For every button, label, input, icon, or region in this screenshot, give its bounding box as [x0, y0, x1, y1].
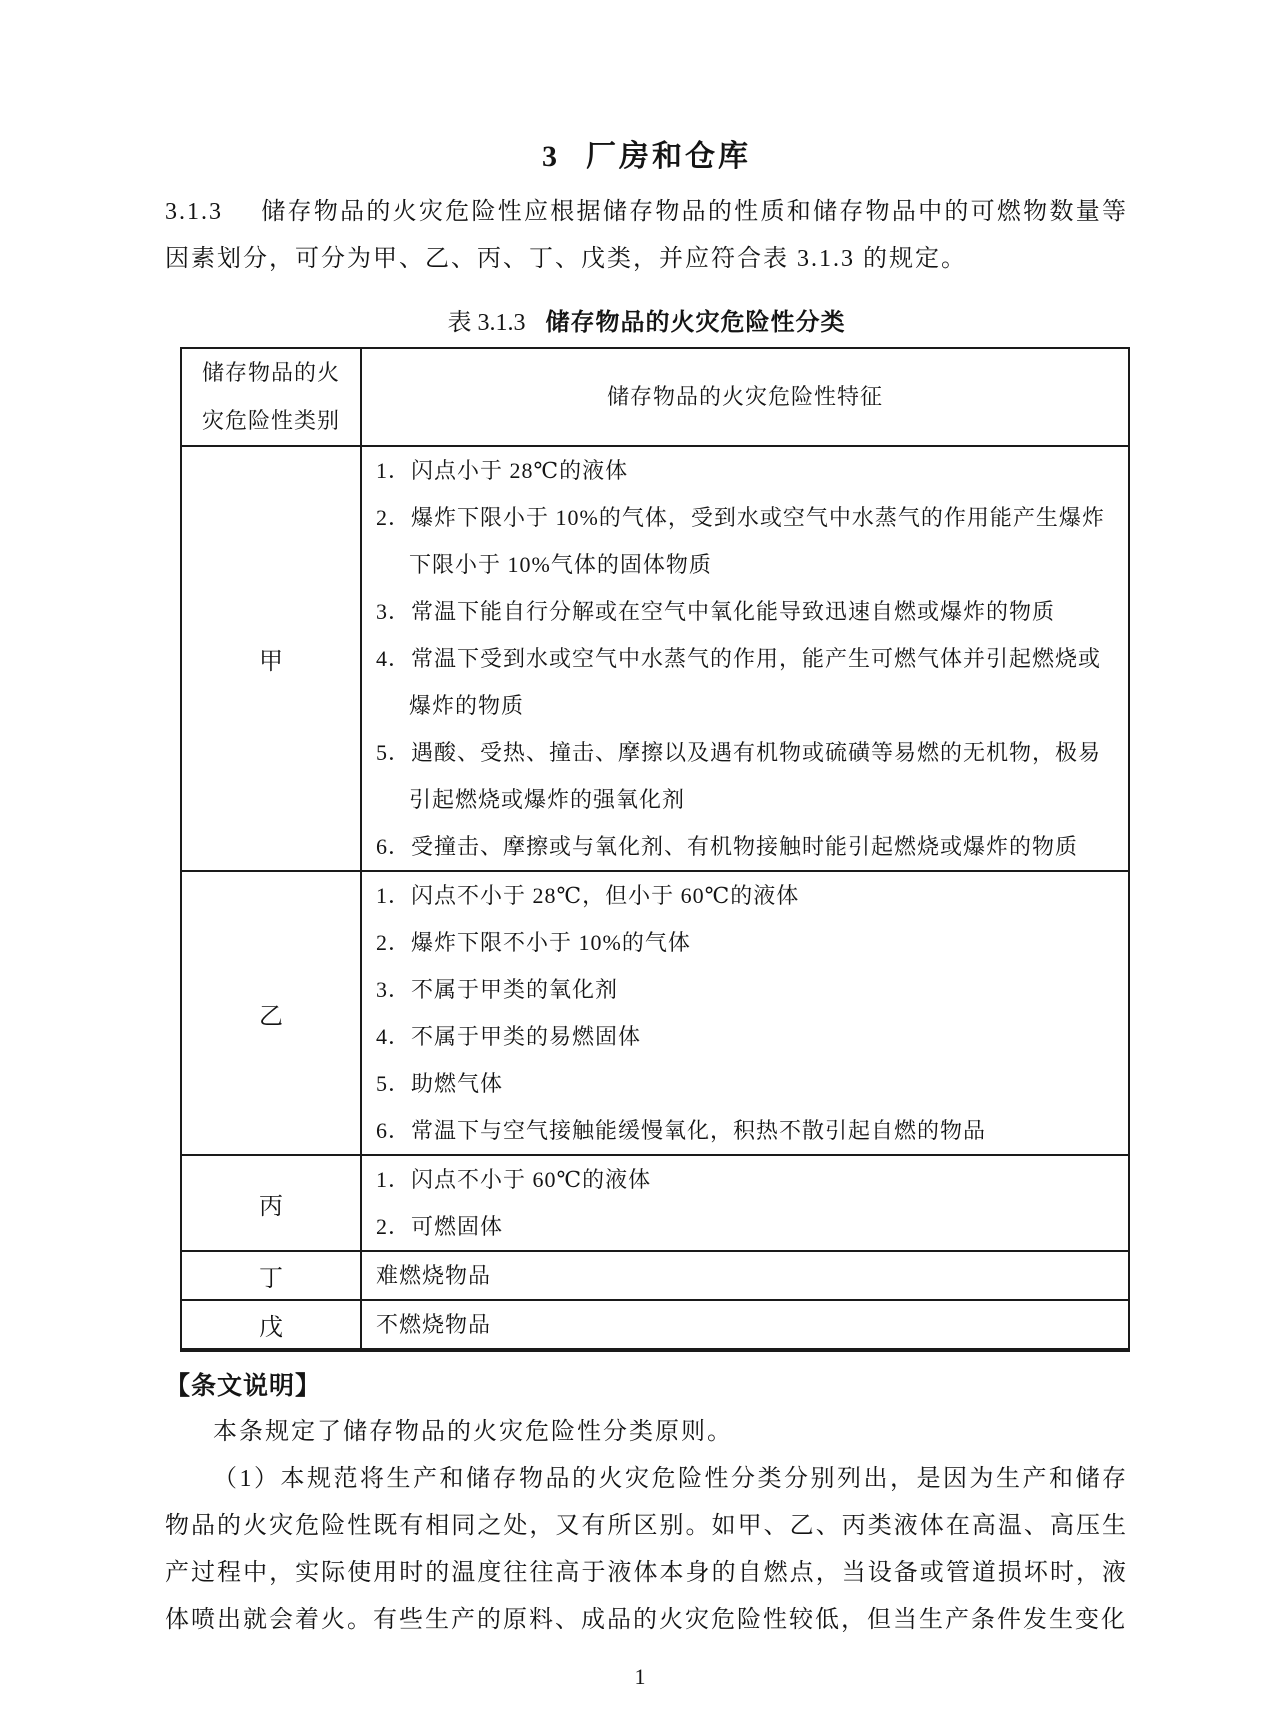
feature-item: 1．闪点不小于 60℃的液体 — [376, 1167, 652, 1192]
category-cell-jia: 甲 — [181, 446, 361, 871]
category-cell-ding: 丁 — [181, 1251, 361, 1300]
features-cell — [361, 446, 1129, 871]
features-cell — [361, 871, 1129, 1155]
table-row — [181, 1251, 1129, 1300]
chapter-title-text: 厂房和仓库 — [586, 140, 751, 173]
page-content — [165, 0, 1128, 1644]
feature-item: 4．不属于甲类的易燃固体 — [376, 1024, 642, 1049]
clause-text: 储存物品的火灾危险性应根据储存物品的性质和储存物品中的可燃物数量等因素划分，可分为甲、乙、丙、丁、戊类，并应符合表 3.1.3 的规定。 — [165, 199, 1128, 272]
table-row — [181, 871, 1129, 1155]
feature-item: 1．闪点小于 28℃的液体 — [376, 458, 629, 483]
feature-item: 6．受撞击、摩擦或与氧化剂、有机物接触时能引起燃烧或爆炸的物质 — [376, 834, 1079, 859]
feature-item: 1．闪点不小于 28℃，但小于 60℃的液体 — [376, 883, 800, 908]
clause-paragraph — [165, 189, 1128, 283]
column-header-characteristics: 储存物品的火灾危险性特征 — [361, 348, 1129, 446]
feature-item: 5．遇酸、受热、撞击、摩擦以及遇有机物或硫磺等易燃的无机物，极易引起燃烧或爆炸的强氧化剂 — [376, 740, 1102, 812]
commentary-heading: 【条文说明】 — [165, 1372, 322, 1400]
features-cell — [361, 1155, 1129, 1251]
table-row — [181, 1300, 1129, 1350]
column-header-category: 储存物品的火灾危险性类别 — [181, 348, 361, 446]
fire-hazard-classification-table — [180, 347, 1130, 1352]
clause-number: 3.1.3 — [165, 199, 223, 225]
feature-item: 难燃烧物品 — [376, 1263, 492, 1288]
chapter-number: 3 — [542, 140, 560, 173]
feature-item: 2．爆炸下限不小于 10%的气体 — [376, 930, 691, 955]
table-row — [181, 1155, 1129, 1251]
features-cell — [361, 1251, 1129, 1300]
category-cell-bing: 丙 — [181, 1155, 361, 1251]
commentary-paragraph: （1）本规范将生产和储存物品的火灾危险性分类分别列出，是因为生产和储存物品的火灾危险性既有相同之处，又有所区别。如甲、乙、丙类液体在高温、高压生产过程中，实际使用时的温度往往高于液体本身的自燃点，当设备或管道损坏时，液体喷出就会着火。有些生产的原料、成品的火灾危险性较低，但当生产条件发生变化 — [165, 1466, 1128, 1633]
chapter-title — [165, 137, 1128, 177]
feature-item: 3．常温下能自行分解或在空气中氧化能导致迅速自燃或爆炸的物质 — [376, 599, 1056, 624]
table-caption — [165, 303, 1128, 343]
table-caption-number: 表 3.1.3 — [447, 310, 526, 336]
feature-item: 2．可燃固体 — [376, 1214, 504, 1239]
feature-item: 6．常温下与空气接触能缓慢氧化，积热不散引起自燃的物品 — [376, 1118, 987, 1143]
feature-item: 2．爆炸下限小于 10%的气体，受到水或空气中水蒸气的作用能产生爆炸下限小于 10%气体的固体物质 — [376, 505, 1105, 577]
page-number: 1 — [634, 1664, 646, 1689]
feature-item: 3．不属于甲类的氧化剂 — [376, 977, 619, 1002]
table-caption-title: 储存物品的火灾危险性分类 — [545, 309, 846, 336]
table-row — [181, 446, 1129, 871]
commentary-paragraph: 本条规定了储存物品的火灾危险性分类原则。 — [213, 1419, 733, 1445]
feature-item: 4．常温下受到水或空气中水蒸气的作用，能产生可燃气体并引起燃烧或爆炸的物质 — [376, 646, 1102, 718]
category-cell-wu: 戊 — [181, 1300, 361, 1350]
features-cell — [361, 1300, 1129, 1350]
feature-item: 5．助燃气体 — [376, 1071, 504, 1096]
table-header-row — [181, 348, 1129, 446]
feature-item: 不燃烧物品 — [376, 1312, 492, 1337]
category-cell-yi: 乙 — [181, 871, 361, 1155]
